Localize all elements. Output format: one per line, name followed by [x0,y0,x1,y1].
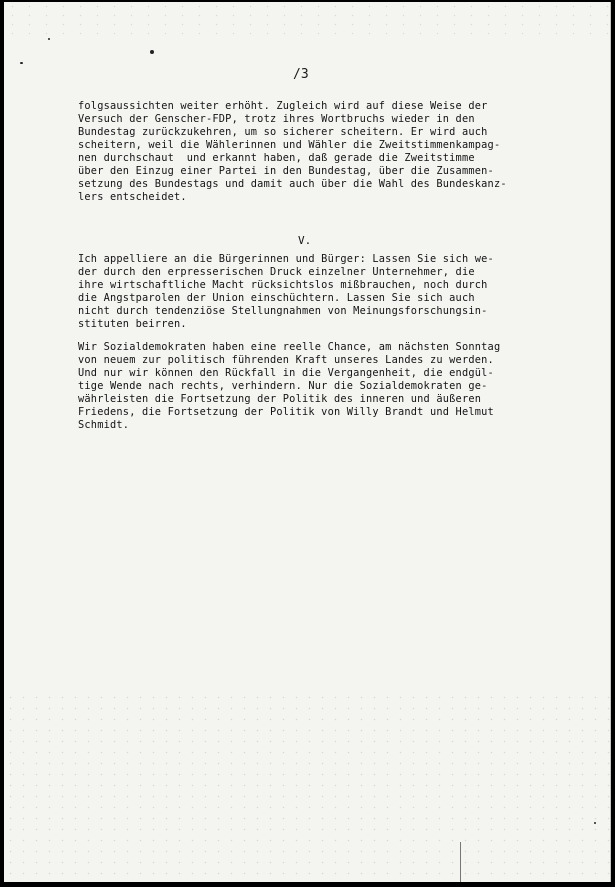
document-page [4,2,611,882]
scan-edge-mark [460,842,461,882]
scan-noise-top [4,2,610,42]
paragraph-2 [78,253,558,331]
text-line: Und nur wir können den Rückfall in die Vergangenheit, die endgül- [78,367,494,379]
text-line: tige Wende nach rechts, verhindern. Nur die Sozialdemokraten ge- [78,380,488,392]
scan-speck [150,50,154,54]
text-line: über den Einzug einer Partei in den Bundestag, über die Zusammen- [78,165,494,177]
text-line: stituten beirren. [78,318,187,330]
scan-speck [594,822,596,824]
section-heading: V. [298,234,312,247]
text-line: scheitern, weil die Wählerinnen und Wähler die Zweitstimmenkampag- [78,139,501,151]
text-line: Versuch der Genscher-FDP, trotz ihres Wortbruchs wieder in den [78,113,475,125]
paragraph-3 [78,341,558,432]
text-line: die Angstparolen der Union einschüchtern. Lassen Sie sich auch [78,292,475,304]
text-line: der durch den erpresserischen Druck einzelner Unternehmer, die [78,266,475,278]
text-line: setzung des Bundestags und damit auch über die Wahl des Bundeskanz- [78,178,507,190]
text-line: nicht durch tendenziöse Stellungnahmen von Meinungsforschungsin- [78,305,488,317]
scan-noise-bottom [4,692,610,882]
scan-speck [48,38,50,40]
text-line: nen durchschaut und erkannt haben, daß gerade die Zweitstimme [78,152,475,164]
paragraph-1 [78,100,558,204]
text-line: Wir Sozialdemokraten haben eine reelle Chance, am nächsten Sonntag [78,341,501,353]
text-line: ihre wirtschaftliche Macht rücksichtslos mißbrauchen, noch durch [78,279,488,291]
page-number: /3 [293,67,309,82]
text-line: von neuem zur politisch führenden Kraft unseres Landes zu werden. [78,354,494,366]
text-line: Ich appelliere an die Bürgerinnen und Bürger: Lassen Sie sich we- [78,253,494,265]
text-line: lers entscheidet. [78,191,187,203]
text-line: folgsaussichten weiter erhöht. Zugleich wird auf diese Weise der [78,100,488,112]
text-line: währleisten die Fortsetzung der Politik des inneren und äußeren [78,393,482,405]
text-line: Friedens, die Fortsetzung der Politik von Willy Brandt und Helmut [78,406,494,418]
text-line: Bundestag zurückzukehren, um so sicherer scheitern. Er wird auch [78,126,488,138]
text-line: Schmidt. [78,419,130,431]
scan-speck [20,62,23,64]
